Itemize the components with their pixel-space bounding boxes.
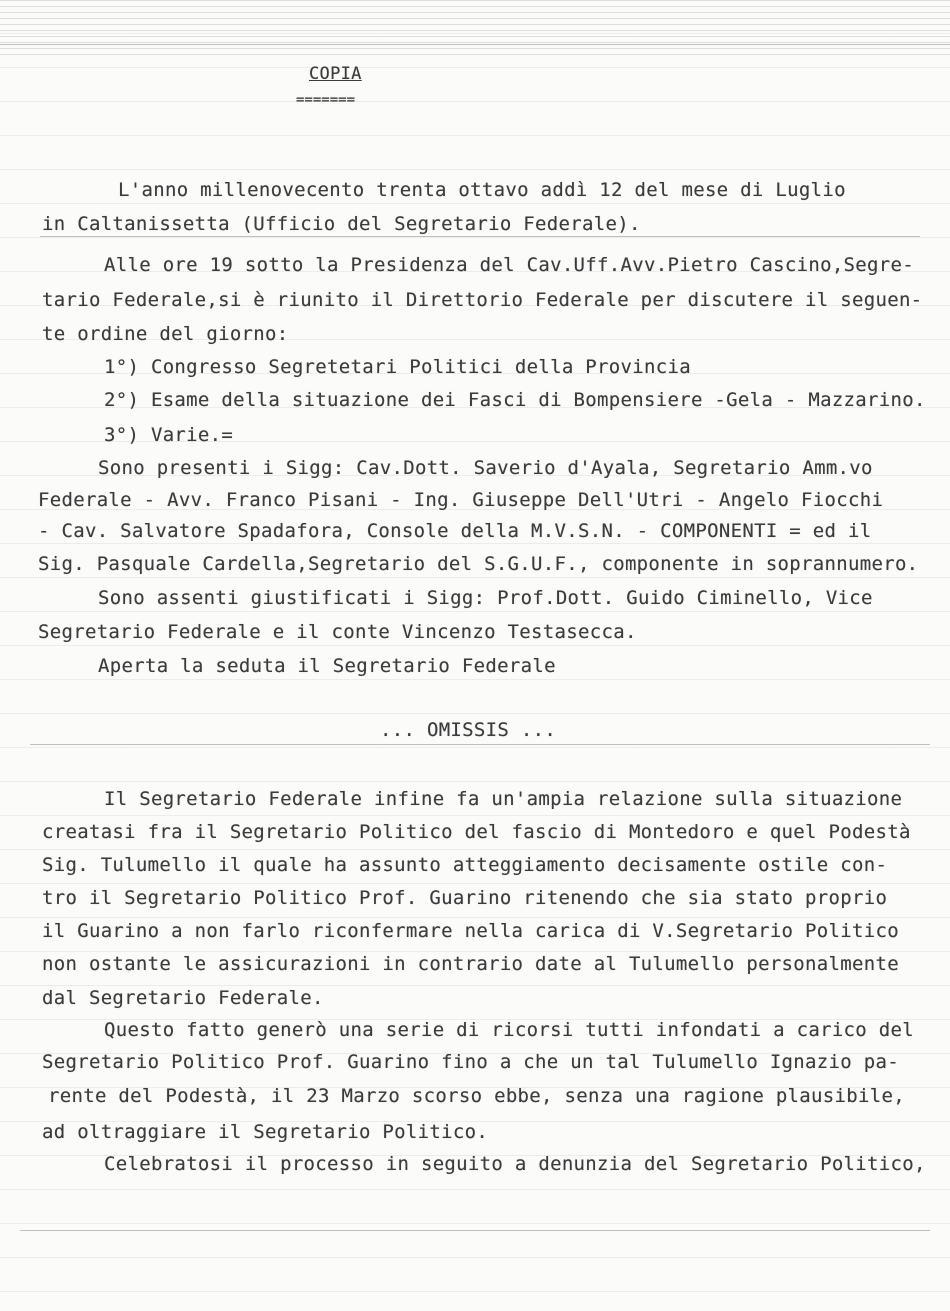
text-line: Aperta la seduta il Segretario Federale	[98, 655, 556, 677]
agenda-item: 1°) Congresso Segretetari Politici della Provincia	[104, 356, 691, 378]
scan-mark	[40, 236, 920, 237]
omissis-marker: ... OMISSIS ...	[380, 719, 557, 741]
text-line: creatasi fra il Segretario Politico del fascio di Montedoro e quel Podestà	[42, 821, 911, 843]
document-title: COPIA	[309, 64, 362, 84]
text-line: Il Segretario Federale infine fa un'ampia relazione sulla situazione	[104, 788, 903, 810]
text-line: Alle ore 19 sotto la Presidenza del Cav.Uff.Avv.Pietro Cascino,Segre-	[104, 254, 914, 276]
text-line: tario Federale,si è riunito il Direttorio Federale per discutere il seguen-	[42, 289, 923, 311]
text-line: il Guarino a non farlo riconfermare nella carica di V.Segretario Politico	[42, 920, 899, 942]
text-line: in Caltanissetta (Ufficio del Segretario Federale).	[42, 213, 641, 235]
text-line: Segretario Politico Prof. Guarino fino a che un tal Tulumello Ignazio pa-	[42, 1051, 899, 1073]
text-line: te ordine del giorno:	[42, 323, 289, 345]
agenda-item: 2°) Esame della situazione dei Fasci di Bompensiere -Gela - Mazzarino.	[104, 389, 926, 411]
title-underline: =======	[296, 92, 356, 108]
scan-mark	[20, 1230, 930, 1231]
text-line: Segretario Federale e il conte Vincenzo Testasecca.	[38, 621, 637, 643]
text-line: Sono presenti i Sigg: Cav.Dott. Saverio d'Ayala, Segretario Amm.vo	[98, 457, 873, 479]
text-line: - Cav. Salvatore Spadafora, Console della M.V.S.N. - COMPONENTI = ed il	[38, 520, 872, 542]
text-line: Sono assenti giustificati i Sigg: Prof.Dott. Guido Ciminello, Vice	[98, 587, 873, 609]
text-line: dal Segretario Federale.	[42, 987, 324, 1009]
text-line: L'anno millenovecento trenta ottavo addì 12 del mese di Luglio	[118, 179, 846, 201]
text-line: ad oltraggiare il Segretario Politico.	[42, 1121, 489, 1143]
agenda-item: 3°) Varie.=	[104, 424, 234, 446]
text-line: rente del Podestà, il 23 Marzo scorso ebbe, senza una ragione plausibile,	[48, 1085, 905, 1107]
text-line: Celebratosi il processo in seguito a denunzia del Segretario Politico,	[104, 1153, 926, 1175]
scan-mark	[0, 44, 950, 45]
text-line: Sig. Tulumello il quale ha assunto atteggiamento decisamente ostile con-	[42, 854, 888, 876]
text-line: Federale - Avv. Franco Pisani - Ing. Giuseppe Dell'Utri - Angelo Fiocchi	[38, 489, 884, 511]
text-line: Sig. Pasquale Cardella,Segretario del S.G.U.F., componente in soprannumero.	[38, 553, 919, 575]
scan-mark	[30, 744, 930, 745]
text-line: non ostante le assicurazioni in contrario date al Tulumello personalmente	[42, 953, 899, 975]
text-line: tro il Segretario Politico Prof. Guarino ritenendo che sia stato proprio	[42, 887, 888, 909]
text-line: Questo fatto generò una serie di ricorsi tutti infondati a carico del	[104, 1019, 914, 1041]
